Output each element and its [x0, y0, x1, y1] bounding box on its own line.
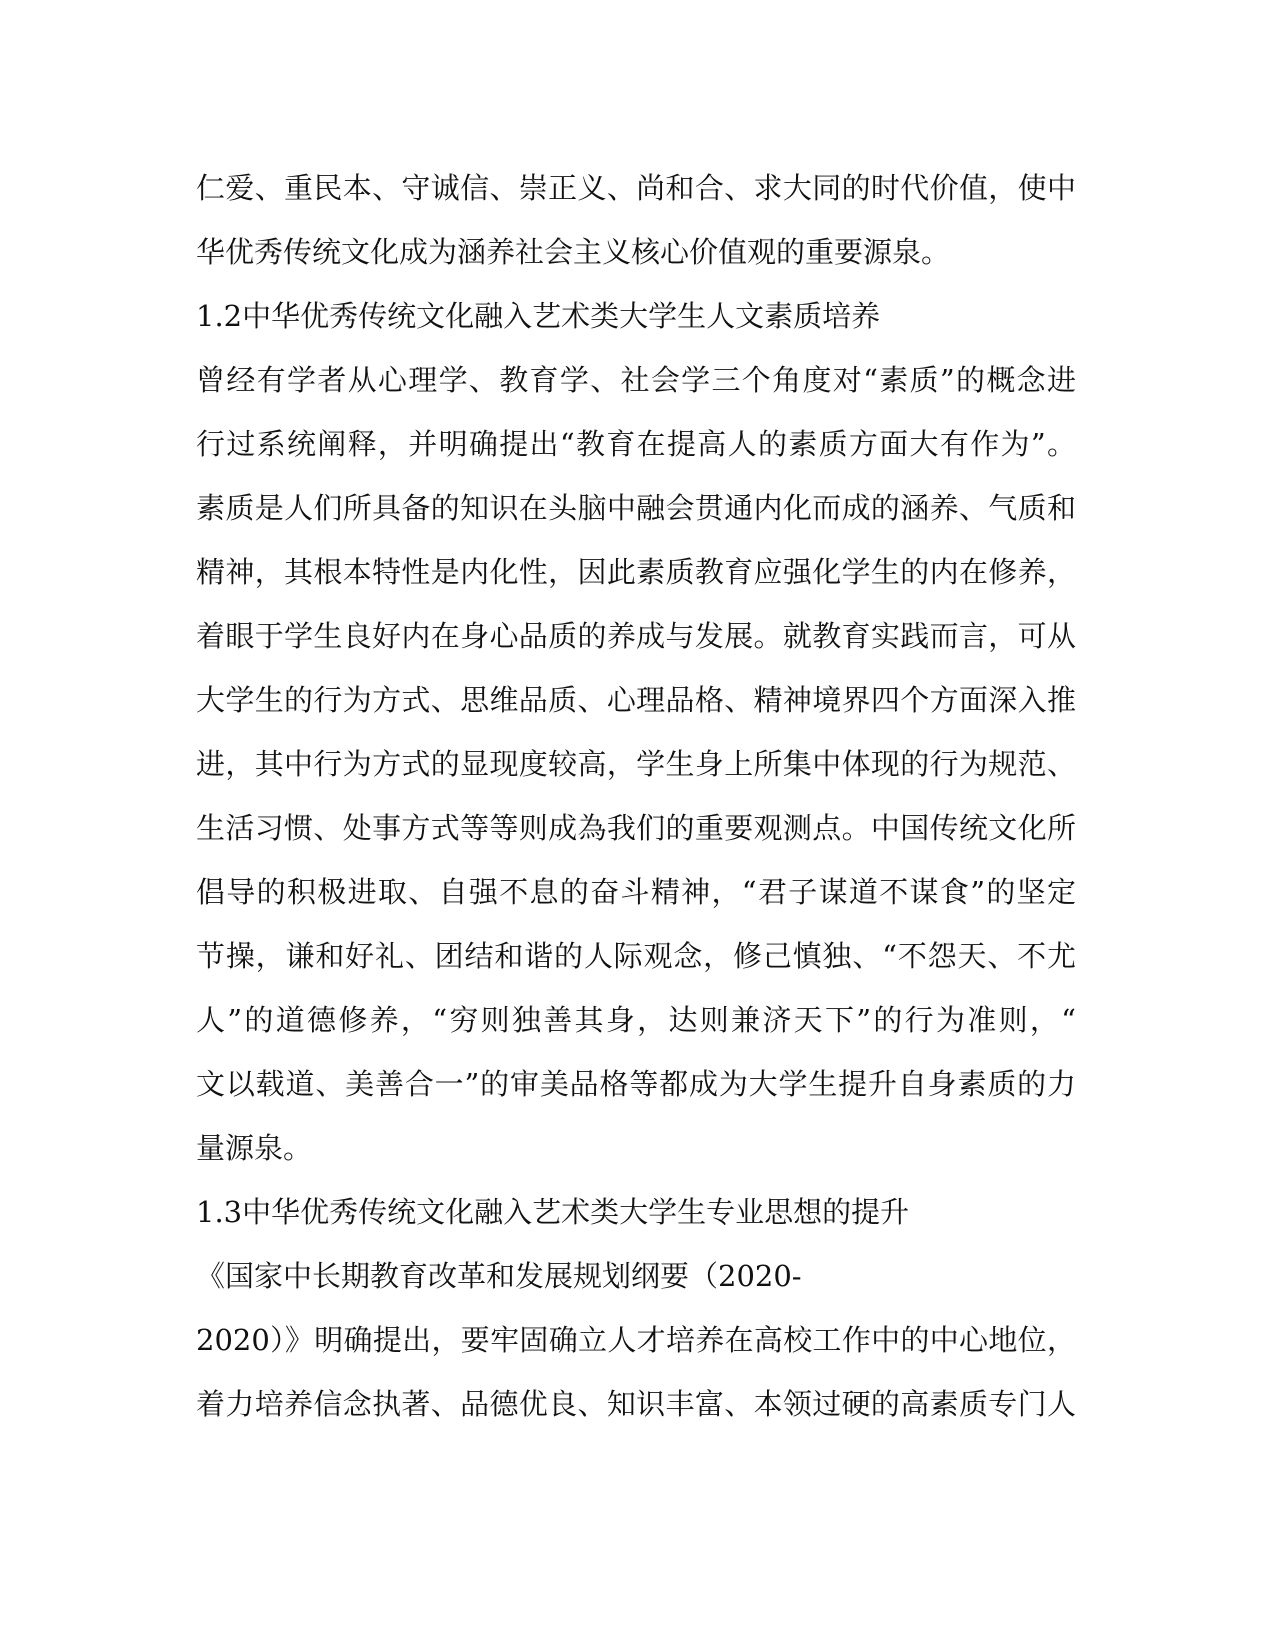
- text-line: 文以载道、美善合一”的审美品格等都成为大学生提升自身素质的力: [196, 1067, 1076, 1101]
- text-line: 人”的道德修养，“穷则独善其身，达则兼济天下”的行为准则，“: [196, 1003, 1076, 1037]
- text-line: 曾经有学者从心理学、教育学、社会学三个角度对“素质”的概念进: [196, 363, 1076, 397]
- text-line: 着眼于学生良好内在身心品质的养成与发展。就教育实践而言，可从: [196, 619, 1076, 653]
- text-line: 1.3中华优秀传统文化融入艺术类大学生专业思想的提升: [196, 1195, 910, 1229]
- body-text: [196, 156, 1076, 1436]
- text-line: 节操，谦和好礼、团结和谐的人际观念，修己慎独、“不怨天、不尤: [196, 939, 1076, 973]
- text-line: 2020）》明确提出，要牢固确立人才培养在高校工作中的中心地位，: [196, 1323, 1076, 1357]
- text-line: 仁爱、重民本、守诚信、崇正义、尚和合、求大同的时代价值，使中: [196, 171, 1076, 205]
- text-line: 精神，其根本特性是内化性，因此素质教育应强化学生的内在修养，: [196, 555, 1076, 589]
- text-line: 量源泉。: [196, 1131, 313, 1165]
- text-line: 行过系统阐释，并明确提出“教育在提高人的素质方面大有作为”。: [196, 427, 1076, 461]
- text-line: 进，其中行为方式的显现度较高，学生身上所集中体现的行为规范、: [196, 747, 1076, 781]
- text-line: 华优秀传统文化成为涵养社会主义核心价值观的重要源泉。: [196, 235, 951, 269]
- text-line: 大学生的行为方式、思维品质、心理品格、精神境界四个方面深入推: [196, 683, 1076, 717]
- text-line: 倡导的积极进取、自强不息的奋斗精神，“君子谋道不谋食”的坚定: [196, 875, 1076, 909]
- text-line: 1.2中华优秀传统文化融入艺术类大学生人文素质培养: [196, 299, 881, 333]
- text-line: 《国家中长期教育改革和发展规划纲要（2020-: [196, 1259, 802, 1293]
- text-line: 生活习惯、处事方式等等则成為我们的重要观测点。中国传统文化所: [196, 811, 1076, 845]
- text-line: 素质是人们所具备的知识在头脑中融会贯通内化而成的涵养、气质和: [196, 491, 1076, 525]
- text-line: 着力培养信念执著、品德优良、知识丰富、本领过硬的高素质专门人: [196, 1387, 1076, 1421]
